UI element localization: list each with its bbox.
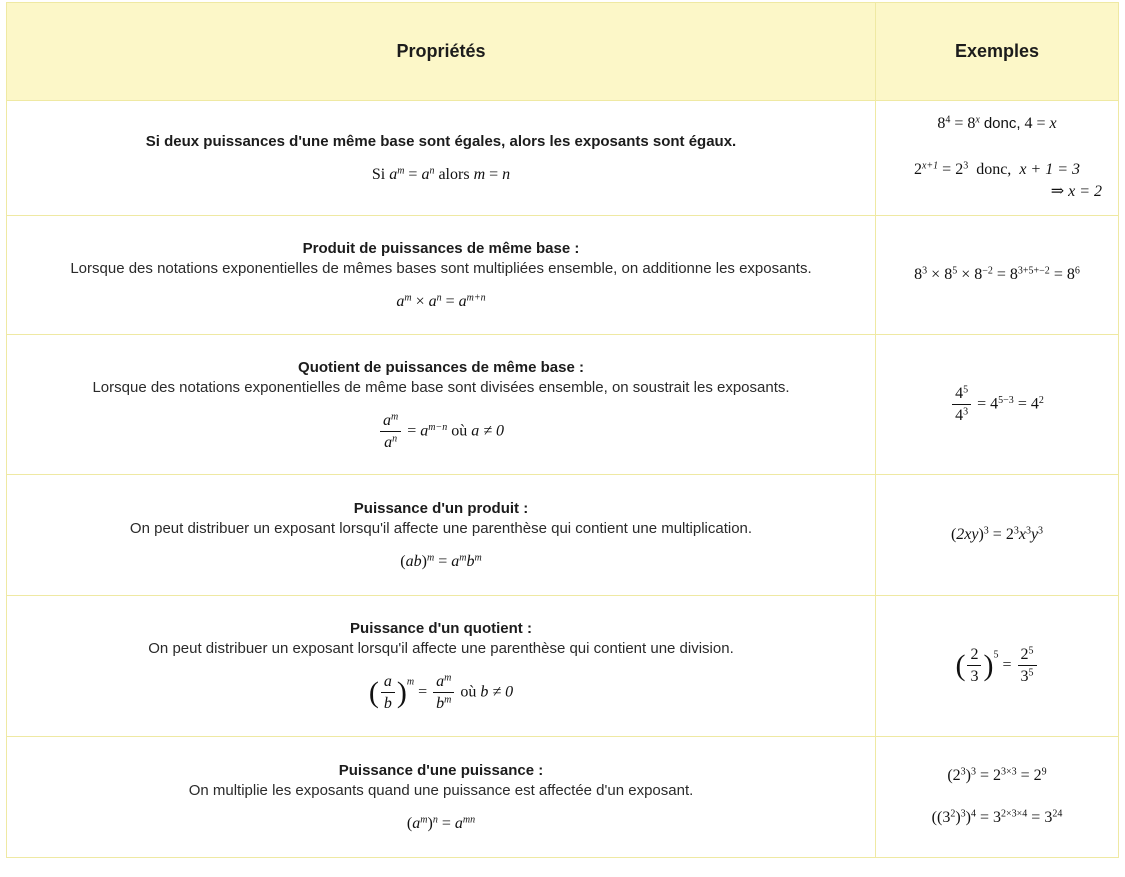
header-exemples: Exemples: [876, 3, 1119, 101]
property-formula: $\frac{a^m}{a^n}$ = $a^{m-n}$ où a ≠ 0: [7, 412, 875, 452]
table-row: [7, 596, 1119, 737]
table-row: [7, 335, 1119, 475]
property-title: Puissance d'un quotient :: [350, 620, 532, 637]
property-description: Lorsque des notations exponentielles de mêmes bases sont multipliées ensemble, on additionne les exposants.: [70, 260, 812, 277]
property-description: On peut distribuer un exposant lorsqu'il affecte une parenthèse qui contient une multiplication.: [129, 520, 753, 537]
example-line: $(2xy)^3 = 2^3x^3y^3$: [950, 525, 1044, 543]
header-proprietes: Propriétés: [7, 3, 876, 101]
property-title: Si deux puissances d'une même base sont égales, alors les exposants sont égaux.: [145, 133, 737, 150]
property-title: Produit de puissances de même base :: [302, 240, 580, 257]
table-row: [7, 216, 1119, 335]
example-cell: [876, 475, 1119, 596]
property-cell: [7, 216, 876, 335]
property-title: Quotient de puissances de même base :: [298, 358, 584, 376]
properties-table: [6, 2, 1119, 858]
property-description: Lorsque des notations exponentielles de même base sont divisées ensemble, on soustrait les exposants.: [92, 378, 790, 396]
example-cell: [876, 335, 1119, 475]
property-title: Puissance d'une puissance :: [338, 762, 544, 779]
example-cell: [876, 101, 1119, 216]
example-cell: [876, 596, 1119, 737]
example-line: ⇒ x = 2: [1050, 183, 1102, 200]
example-line: ( $\frac{2}{3}$ )$^5$ = $\frac{2^5}{3^5}$: [876, 646, 1118, 686]
property-description: On multiplie les exposants quand une puissance est affectée d'un exposant.: [188, 782, 694, 799]
property-formula: $a^m \times a^n = a^{m+n}$: [396, 292, 486, 310]
property-cell: [7, 335, 876, 475]
table-row: [7, 101, 1119, 216]
property-formula: ( $\frac{a}{b}$ )$^m$ = $\frac{a^m}{b^m}$ où b ≠ 0: [368, 672, 514, 712]
property-description: On peut distribuer un exposant lorsqu'il affecte une parenthèse qui contient une division.: [148, 640, 734, 657]
example-line: $2^{x+1} = 2^3$ donc, x + 1 = 3: [913, 160, 1081, 178]
property-formula: Si $a^m = a^n$ alors m = n: [371, 165, 511, 183]
example-line: $\frac{4^5}{4^3}$ = $4^{5-3} = 4^2$: [876, 385, 1118, 425]
example-line: $8^3 \times 8^5 \times 8^{-2} = 8^{3+5+-2} = 8^6$: [914, 265, 1080, 283]
example-line: $(2^3)^3 = 2^{3\times 3} = 2^9$: [947, 766, 1047, 784]
example-line: $8^4 = 8^x$ donc, 4 = x: [937, 114, 1057, 132]
example-cell: [876, 216, 1119, 335]
table-row: [7, 737, 1119, 858]
property-formula: $(ab)^m = a^mb^m$: [400, 552, 482, 570]
example-line: $((3^2)^3)^4 = 3^{2\times 3\times 4} = 3^{24}$: [931, 808, 1063, 826]
table-header-row: [7, 3, 1119, 101]
properties-table-container: [6, 2, 1118, 858]
property-cell: [7, 596, 876, 737]
property-cell: [7, 101, 876, 216]
table-row: [7, 475, 1119, 596]
property-formula: $(a^m)^n = a^{mn}$: [406, 814, 476, 832]
property-cell: [7, 737, 876, 858]
property-title: Puissance d'un produit :: [353, 500, 529, 517]
property-cell: [7, 475, 876, 596]
example-cell: [876, 737, 1119, 858]
